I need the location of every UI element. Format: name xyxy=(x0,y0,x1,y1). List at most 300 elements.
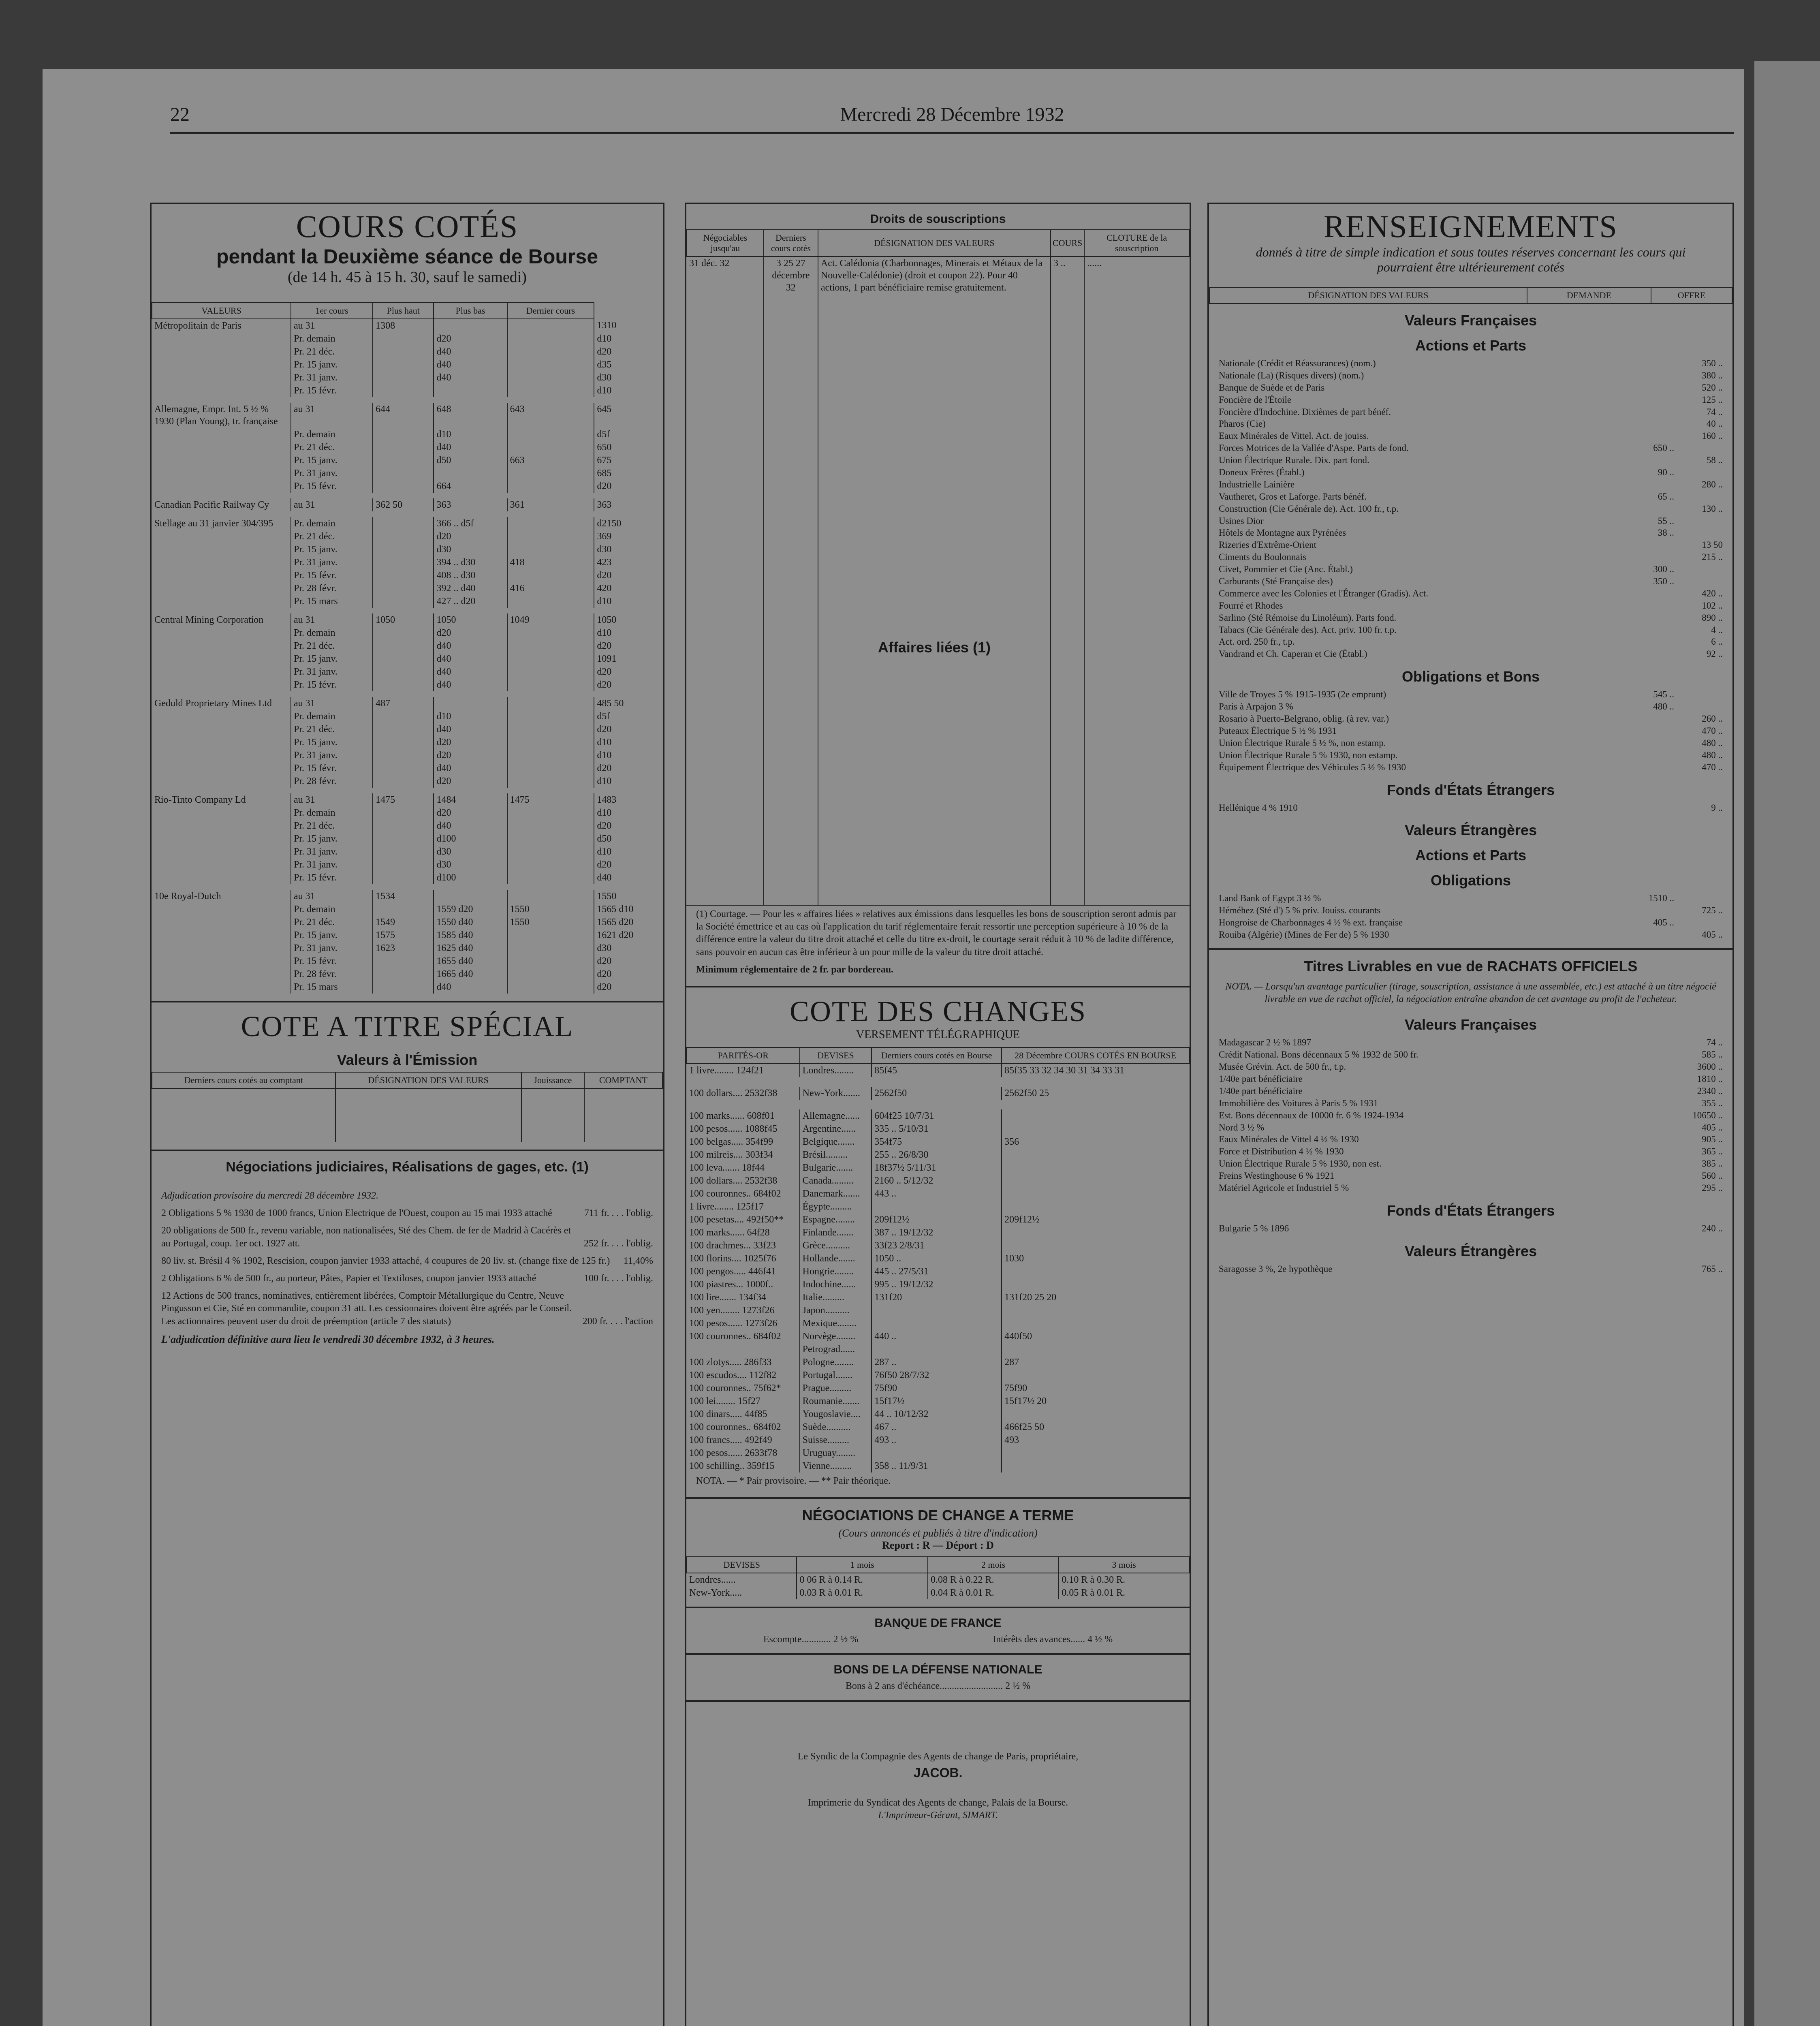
cours-premier xyxy=(373,710,434,723)
list-item xyxy=(152,1205,663,1222)
cours-dernier: d10 xyxy=(594,845,663,858)
cours-plus-haut xyxy=(434,694,507,710)
table-row xyxy=(152,384,663,400)
list-item xyxy=(1209,563,1732,575)
change-last: 604f25 10/7/31 xyxy=(872,1105,1002,1122)
change-cours xyxy=(1002,1343,1189,1356)
change-cours xyxy=(1002,1161,1189,1174)
table-row xyxy=(687,1447,1189,1460)
table-row xyxy=(687,1460,1189,1472)
nego-text: 12 Actions de 500 francs, nominatives, entièrement libérées, Comptoir Métallurgique du Centre, Neuve Pingusson et Cie, Sté en commandite, coupon 31 att. Les cessionnaires doivent être agréés par le Conseil. Les actionnaires peuvent user du droit de préemption (article 7 des statuts) xyxy=(161,1291,572,1327)
cours-plus-haut: d100 xyxy=(434,871,507,887)
change-cours xyxy=(1002,1317,1189,1330)
value-name: Puteaux Électrique 5 ½ % 1931 xyxy=(1219,725,1337,736)
cours-premier xyxy=(373,569,434,582)
valeur-terme: au 31 xyxy=(291,694,373,710)
demande: 10650 .. xyxy=(1692,1110,1723,1120)
value-name: 1/40e part bénéficiaire xyxy=(1219,1086,1303,1096)
value-prices xyxy=(1674,406,1723,418)
cours-dernier: d20 xyxy=(594,858,663,871)
change-cours xyxy=(1002,1369,1189,1382)
offre xyxy=(1690,515,1723,527)
offre: 102 .. xyxy=(1702,600,1723,611)
table-row xyxy=(152,543,663,556)
cours-plus-haut: d10 xyxy=(434,710,507,723)
demande: 385 .. xyxy=(1702,1158,1723,1169)
value-name: Musée Grévin. Act. de 500 fr., t.p. xyxy=(1219,1062,1346,1072)
list-item xyxy=(1209,382,1732,394)
cours-plus-haut: d40 xyxy=(434,358,507,371)
cours-plus-bas xyxy=(507,678,594,694)
droits-title: Droits de souscriptions xyxy=(870,212,1006,226)
table-row xyxy=(687,1252,1189,1265)
cours-premier xyxy=(373,871,434,887)
syndicat-name: JACOB. xyxy=(913,1765,963,1780)
value-name: Équipement Électrique des Véhicules 5 ½ % 1930 xyxy=(1219,762,1406,772)
change-cours xyxy=(1002,1148,1189,1161)
change-last: 131f20 xyxy=(872,1291,1002,1304)
offre: 130 .. xyxy=(1702,503,1723,514)
valeur-terme: Pr. 28 févr. xyxy=(291,775,373,791)
cours-dernier: 1050 xyxy=(594,611,663,626)
list-item xyxy=(1209,357,1732,370)
changes-header-1: DEVISES xyxy=(800,1047,872,1064)
cours-plus-haut: d40 xyxy=(434,819,507,832)
value-prices xyxy=(1658,466,1723,479)
cours-plus-haut: 427 .. d20 xyxy=(434,595,507,611)
table-row xyxy=(152,694,663,710)
change-last: 1050 .. xyxy=(872,1252,1002,1265)
offre: 4 .. xyxy=(1711,624,1723,635)
demande: 295 .. xyxy=(1702,1183,1723,1193)
value-name: 1/40e part bénéficiaire xyxy=(1219,1074,1303,1084)
value-name: Usines Dior xyxy=(1219,515,1264,526)
valeur-terme: Pr. 15 janv. xyxy=(291,454,373,467)
table-row xyxy=(687,1291,1189,1304)
value-prices xyxy=(1658,527,1723,539)
change-devise: Vienne......... xyxy=(800,1460,872,1472)
table-row xyxy=(687,1369,1189,1382)
cours-plus-bas xyxy=(507,665,594,678)
section-subtitle: Obligations xyxy=(1431,872,1511,889)
offre: 520 .. xyxy=(1702,382,1723,393)
valeur-terme: Pr. demain xyxy=(291,626,373,639)
valeur-terme: Pr. 15 févr. xyxy=(291,384,373,400)
cours-premier xyxy=(373,736,434,749)
demande: 765 .. xyxy=(1702,1263,1723,1274)
cours-plus-haut xyxy=(434,467,507,480)
cours-plus-haut: 1050 xyxy=(434,611,507,626)
value-prices xyxy=(1653,917,1723,929)
change-parite: 100 pesetas.... 492f50** xyxy=(689,1214,784,1225)
change-parite: 100 couronnes.. 75f62* xyxy=(689,1383,781,1393)
value-list xyxy=(1209,1037,1732,1194)
nego-price: 252 fr. . . . l'oblig. xyxy=(584,1238,653,1249)
terme-m2: 0.08 R à 0.22 R. xyxy=(928,1573,1059,1586)
nego-text: 2 Obligations 6 % de 500 fr., au porteur, Pâtes, Papier et Textiloses, coupon janvier 1933 attaché xyxy=(161,1273,536,1284)
valeur-name: Geduld Proprietary Mines Ltd xyxy=(154,698,272,709)
list-item xyxy=(1209,1222,1732,1235)
cours-plus-bas xyxy=(507,332,594,345)
valeur-terme: Pr. 21 déc. xyxy=(291,723,373,736)
cours-dernier: d40 xyxy=(594,871,663,887)
change-parite: 1 livre........ 125f17 xyxy=(689,1201,764,1212)
valeur-name xyxy=(152,530,291,543)
list-item xyxy=(1209,1073,1732,1085)
table-row xyxy=(152,845,663,858)
cours-plus-bas: 663 xyxy=(507,454,594,467)
change-devise: Espagne........ xyxy=(800,1213,872,1226)
change-devise: Hongrie........ xyxy=(800,1265,872,1278)
offre xyxy=(1690,491,1723,503)
list-item xyxy=(1209,479,1732,491)
valeur-name xyxy=(152,467,291,480)
cours-dernier: d5f xyxy=(594,710,663,723)
terme-devise: New-York..... xyxy=(689,1588,742,1599)
cours-dernier: d20 xyxy=(594,723,663,736)
change-cours xyxy=(1002,1408,1189,1421)
cours-dernier: d10 xyxy=(594,749,663,762)
adjacent-page-edge xyxy=(1754,61,1820,2026)
table-row xyxy=(152,556,663,569)
table-row xyxy=(152,981,663,994)
change-devise: Norvège........ xyxy=(800,1330,872,1343)
valeur-terme: Pr. 15 janv. xyxy=(291,358,373,371)
table-row xyxy=(152,819,663,832)
cours-dernier: 1550 xyxy=(594,887,663,903)
cours-plus-haut: d20 xyxy=(434,749,507,762)
table-row xyxy=(687,1226,1189,1239)
cours-dernier: 423 xyxy=(594,556,663,569)
value-name: Rouiba (Algérie) (Mines de Fer de) 5 % 1930 xyxy=(1219,930,1389,940)
special-title: COTE A TITRE SPÉCIAL xyxy=(241,1010,574,1043)
cours-premier: 644 xyxy=(373,400,434,428)
offre xyxy=(1690,688,1723,701)
demande: 905 .. xyxy=(1702,1134,1723,1145)
cours-plus-haut: 1559 d20 xyxy=(434,903,507,916)
cours-dernier: d30 xyxy=(594,942,663,955)
cours-premier xyxy=(373,441,434,454)
list-item xyxy=(1209,600,1732,612)
valeur-terme: Pr. 15 janv. xyxy=(291,543,373,556)
value-name: Union Électrique Rurale 5 % 1930, non est. xyxy=(1219,1158,1382,1169)
value-list xyxy=(1209,892,1732,941)
value-prices xyxy=(1674,588,1723,600)
offre: 480 .. xyxy=(1702,750,1723,760)
valeur-terme: Pr. 15 janv. xyxy=(291,736,373,749)
valeur-terme: Pr. demain xyxy=(291,903,373,916)
adjudication-provisoire: Adjudication provisoire du mercredi 28 décembre 1932. xyxy=(161,1190,379,1201)
cours-premier: 487 xyxy=(373,694,434,710)
table-row xyxy=(687,1064,1189,1082)
cours-plus-haut: d40 xyxy=(434,639,507,652)
cours-premier xyxy=(373,845,434,858)
change-last: 387 .. 19/12/32 xyxy=(872,1226,1002,1239)
value-prices xyxy=(1674,418,1723,430)
table-row xyxy=(687,1082,1189,1105)
table-row xyxy=(152,345,663,358)
rachats-nota: NOTA. — Lorsqu'un avantage particulier (tirage, souscription, assistance à une assemblée, etc.) est attaché à un titre négocié livrable en vue de rachat officiel, la négociation entraîne abandon de cet avantage au profit de l'acheteur. xyxy=(1225,981,1716,1005)
value-name: Hellénique 4 % 1910 xyxy=(1219,802,1298,813)
terme-devise: Londres...... xyxy=(689,1575,736,1586)
cours-plus-bas xyxy=(507,371,594,384)
value-name: Paris à Arpajon 3 % xyxy=(1219,701,1293,712)
cours-premier xyxy=(373,595,434,611)
special-table xyxy=(152,1072,663,1142)
cours-dernier: 1621 d20 xyxy=(594,929,663,942)
value-name: Foncière de l'Étoile xyxy=(1219,394,1292,405)
cours-plus-haut: 1550 d40 xyxy=(434,916,507,929)
cours-premier xyxy=(373,639,434,652)
cours-plus-haut: 408 .. d30 xyxy=(434,569,507,582)
change-devise: Uruguay........ xyxy=(800,1447,872,1460)
table-row xyxy=(152,665,663,678)
cours-plus-haut xyxy=(434,319,507,332)
valeur-name xyxy=(152,441,291,454)
valeur-terme: Pr. 15 févr. xyxy=(291,955,373,968)
terme-m1: 0 06 R à 0.14 R. xyxy=(797,1573,927,1586)
cours-dernier: d20 xyxy=(594,345,663,358)
terme-header-0: DEVISES xyxy=(687,1557,797,1573)
table-row xyxy=(687,1304,1189,1317)
cours-plus-bas xyxy=(507,955,594,968)
cours-dernier: d10 xyxy=(594,806,663,819)
list-item xyxy=(1209,761,1732,774)
change-cours xyxy=(1002,1460,1189,1472)
change-last: 443 .. xyxy=(872,1187,1002,1200)
cours-plus-bas xyxy=(507,845,594,858)
change-devise: Pologne........ xyxy=(800,1356,872,1369)
cours-plus-bas: 1049 xyxy=(507,611,594,626)
change-last: 2160 .. 5/12/32 xyxy=(872,1174,1002,1187)
change-parite: 100 yen........ 1273f26 xyxy=(689,1305,775,1316)
cours-premier xyxy=(373,514,434,530)
change-devise: Argentine...... xyxy=(800,1122,872,1135)
cours-dernier: d50 xyxy=(594,832,663,845)
list-item xyxy=(1209,929,1732,941)
cours-premier xyxy=(373,582,434,595)
cours-dernier: d10 xyxy=(594,736,663,749)
offre: 480 .. xyxy=(1702,737,1723,748)
change-devise: Suisse......... xyxy=(800,1434,872,1447)
change-parite xyxy=(687,1343,800,1356)
cours-premier xyxy=(373,678,434,694)
changes-header-2: Derniers cours cotés en Bourse xyxy=(872,1047,1002,1064)
value-name: Pharos (Cie) xyxy=(1219,419,1266,429)
cours-plus-bas xyxy=(507,319,594,332)
nego-text: 20 obligations de 500 fr., revenu variable, non nationalisées, Sté des Chem. de fer de Madrid à Cacérès et au Portugal, coup. 1er oct. 1927 att. xyxy=(161,1225,571,1249)
list-item xyxy=(1209,418,1732,430)
cours-premier xyxy=(373,819,434,832)
demande: 480 .. xyxy=(1653,701,1674,712)
cours-plus-haut: d40 xyxy=(434,678,507,694)
valeur-terme: Pr. 21 déc. xyxy=(291,530,373,543)
value-prices xyxy=(1674,612,1723,624)
nego-price: 11,40% xyxy=(623,1255,653,1266)
valeur-terme: Pr. 15 févr. xyxy=(291,569,373,582)
cours-plus-bas xyxy=(507,775,594,791)
change-parite: 100 francs..... 492f49 xyxy=(689,1434,772,1445)
table-row xyxy=(152,887,663,903)
cours-plus-bas: 361 xyxy=(507,496,594,514)
change-devise: Canada......... xyxy=(800,1174,872,1187)
demande: 90 .. xyxy=(1658,467,1674,478)
table-row xyxy=(687,1200,1189,1213)
cours-plus-bas xyxy=(507,749,594,762)
cours-plus-haut: 1585 d40 xyxy=(434,929,507,942)
cours-plus-bas xyxy=(507,929,594,942)
valeur-name xyxy=(152,762,291,775)
change-cours xyxy=(1002,1226,1189,1239)
value-name: Force et Distribution 4 ½ % 1930 xyxy=(1219,1146,1344,1157)
cours-plus-bas xyxy=(507,858,594,871)
value-name: Sarlino (Sté Rémoise du Linoléum). Parts fond. xyxy=(1219,612,1397,623)
cours-dernier: d20 xyxy=(594,968,663,981)
change-devise: Suède.......... xyxy=(800,1421,872,1434)
list-item xyxy=(1209,802,1732,814)
table-row xyxy=(152,791,663,806)
special-header-1: DÉSIGNATION DES VALEURS xyxy=(335,1072,521,1088)
list-item xyxy=(1209,394,1732,406)
valeur-name xyxy=(152,955,291,968)
valeur-name xyxy=(152,665,291,678)
demande: 650 .. xyxy=(1653,443,1674,453)
cours-header-2: Plus haut xyxy=(373,303,434,319)
change-last: 335 .. 5/10/31 xyxy=(872,1122,1002,1135)
change-last xyxy=(872,1304,1002,1317)
value-name: Industrielle Lainière xyxy=(1219,479,1295,489)
valeur-terme: au 31 xyxy=(291,400,373,428)
demande: 560 .. xyxy=(1702,1171,1723,1181)
droits-cours: 3 .. xyxy=(1051,256,1084,905)
special-header-0: Derniers cours cotés au comptant xyxy=(152,1072,335,1088)
cours-premier xyxy=(373,626,434,639)
table-row xyxy=(687,1148,1189,1161)
table-row xyxy=(152,762,663,775)
list-item xyxy=(1209,1158,1732,1170)
offre xyxy=(1690,442,1723,454)
valeur-name xyxy=(152,626,291,639)
table-row xyxy=(152,467,663,480)
change-last: 44 .. 10/12/32 xyxy=(872,1408,1002,1421)
change-cours xyxy=(1002,1200,1189,1213)
table-row xyxy=(152,806,663,819)
cours-plus-bas xyxy=(507,887,594,903)
cours-plus-haut: d10 xyxy=(434,428,507,441)
change-devise: Finlande....... xyxy=(800,1226,872,1239)
cours-premier xyxy=(373,955,434,968)
value-prices xyxy=(1658,491,1723,503)
list-item xyxy=(1209,539,1732,551)
section-title: Fonds d'États Étrangers xyxy=(1386,781,1555,798)
table-row xyxy=(687,1573,1189,1586)
table-row xyxy=(152,400,663,428)
column-cours-cotes xyxy=(150,203,664,2026)
value-name: Immobilière des Voitures à Paris 5 % 1931 xyxy=(1219,1098,1378,1108)
section-title: Valeurs Françaises xyxy=(1404,312,1537,329)
list-item xyxy=(1209,725,1732,737)
change-last: 209f12½ xyxy=(872,1213,1002,1226)
value-name: Union Électrique Rurale 5 ½ %, non estamp. xyxy=(1219,737,1386,748)
offre: 725 .. xyxy=(1702,905,1723,916)
change-parite: 100 pesos...... 2633f78 xyxy=(689,1447,778,1458)
table-row xyxy=(687,1586,1189,1599)
value-name: Union Électrique Rurale. Dix. part fond. xyxy=(1219,455,1369,466)
cours-premier xyxy=(373,371,434,384)
offre: 470 .. xyxy=(1702,762,1723,772)
table-row xyxy=(152,332,663,345)
demande: 240 .. xyxy=(1702,1223,1723,1233)
change-cours: 493 xyxy=(1002,1434,1189,1447)
change-cours: 440f50 xyxy=(1002,1330,1189,1343)
valeur-name xyxy=(152,806,291,819)
change-cours: 356 xyxy=(1002,1135,1189,1148)
valeur-name xyxy=(152,981,291,994)
cours-dernier: 645 xyxy=(594,400,663,428)
cours-dernier: 369 xyxy=(594,530,663,543)
cours-premier xyxy=(373,332,434,345)
change-last: 467 .. xyxy=(872,1421,1002,1434)
value-name: Eaux Minérales de Vittel. Act. de jouiss. xyxy=(1219,431,1369,441)
cours-dernier: 485 50 xyxy=(594,694,663,710)
cours-dernier: 1483 xyxy=(594,791,663,806)
change-parite: 100 marks...... 64f28 xyxy=(689,1227,770,1238)
table-row xyxy=(152,929,663,942)
valeur-terme: Pr. 15 févr. xyxy=(291,678,373,694)
value-list xyxy=(1209,688,1732,773)
bons-line: Bons à 2 ans d'échéance.......................... 2 ½ % xyxy=(845,1681,1031,1692)
change-last: 445 .. 27/5/31 xyxy=(872,1265,1002,1278)
value-prices xyxy=(1653,442,1723,454)
list-item xyxy=(1209,370,1732,382)
cours-plus-bas xyxy=(507,806,594,819)
value-name: Rizeries d'Extrême-Orient xyxy=(1219,540,1317,550)
table-row xyxy=(152,428,663,441)
list-item xyxy=(1209,1133,1732,1146)
offre: 9 .. xyxy=(1711,802,1723,813)
change-cours: 2562f50 25 xyxy=(1002,1082,1189,1105)
terme-m3: 0.10 R à 0.30 R. xyxy=(1059,1573,1189,1586)
cours-dernier: d20 xyxy=(594,955,663,968)
valeur-name xyxy=(152,595,291,611)
table-row xyxy=(152,582,663,595)
cours-plus-bas xyxy=(507,530,594,543)
value-name: Act. ord. 250 fr., t.p. xyxy=(1219,637,1295,647)
cours-plus-bas xyxy=(507,514,594,530)
change-parite: 100 milreis.... 303f34 xyxy=(689,1149,773,1160)
valeur-terme: Pr. 31 janv. xyxy=(291,845,373,858)
cours-plus-haut: 1484 xyxy=(434,791,507,806)
list-item xyxy=(1209,1085,1732,1097)
change-parite: 100 couronnes.. 684f02 xyxy=(689,1331,781,1342)
cours-plus-haut: d40 xyxy=(434,981,507,994)
offre: 74 .. xyxy=(1706,406,1723,417)
valeur-terme: Pr. 15 févr. xyxy=(291,871,373,887)
offre: 40 .. xyxy=(1706,419,1723,429)
cours-plus-haut: 1665 d40 xyxy=(434,968,507,981)
cours-premier xyxy=(373,762,434,775)
list-item xyxy=(1209,1109,1732,1122)
cours-premier xyxy=(373,903,434,916)
change-devise: Londres........ xyxy=(800,1064,872,1082)
list-item xyxy=(1209,1146,1732,1158)
offre: 470 .. xyxy=(1702,725,1723,736)
offre xyxy=(1690,563,1723,575)
cours-plus-haut: d100 xyxy=(434,832,507,845)
valeur-terme: Pr. demain xyxy=(291,514,373,530)
list-item xyxy=(1209,1122,1732,1134)
value-prices xyxy=(1649,892,1723,904)
